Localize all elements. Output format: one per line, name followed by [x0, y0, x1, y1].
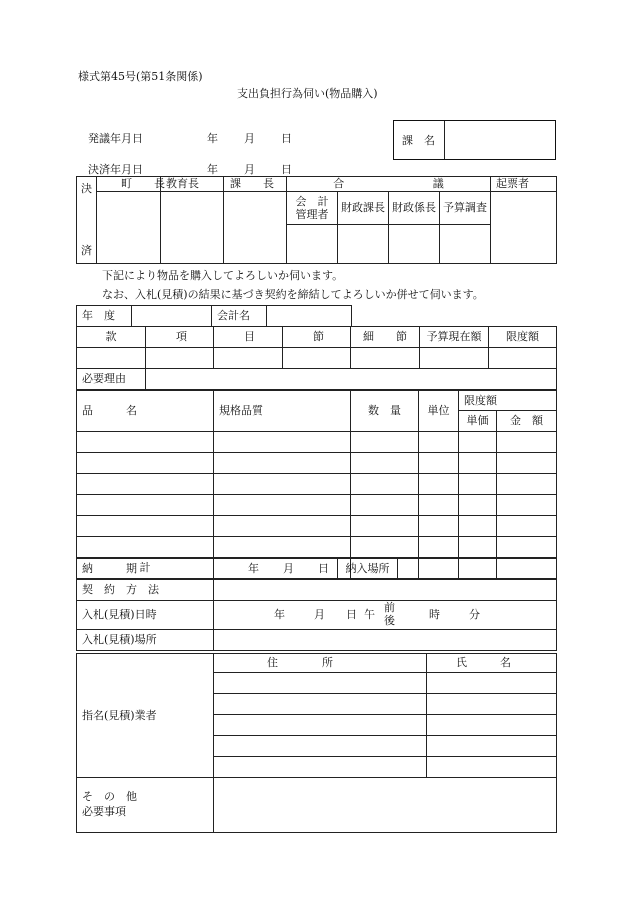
items-table	[76, 390, 557, 579]
bid-datetime-field[interactable]: 年 月 日 午 前 後 時 分	[214, 601, 557, 630]
delivery-place-label: 納入場所	[338, 559, 398, 580]
delivery-date-label: 納 期	[77, 559, 214, 580]
settled-year: 年	[207, 163, 218, 176]
settled-month: 月	[244, 163, 255, 176]
setsu-header: 節	[283, 327, 351, 348]
page-title: 支出負担行為伺い(物品購入)	[237, 87, 378, 100]
saisetsu-header: 細 節	[351, 327, 420, 348]
bid-place-field[interactable]	[214, 630, 557, 651]
finance-chief-header: 財政課長	[338, 192, 389, 225]
settled-date-label: 決済年月日	[88, 163, 143, 176]
budget-current-header: 予算現在額	[420, 327, 489, 348]
kessai-top: 決	[81, 182, 92, 195]
delivery-table	[76, 558, 557, 651]
proposal-month: 月	[244, 132, 255, 145]
budget-current-field[interactable]	[420, 348, 489, 369]
setsu-field[interactable]	[283, 348, 351, 369]
finance-subchief-seal[interactable]	[389, 225, 440, 264]
education-head-header: 教育長	[161, 177, 224, 192]
table-row	[77, 537, 557, 558]
table-row	[77, 432, 557, 453]
vendor-label: 指名(見積)業者	[77, 654, 214, 778]
am-pm-prefix: 午	[364, 608, 375, 621]
finance-subchief-header: 財政係長	[389, 192, 440, 225]
quantity-header: 数 量	[351, 391, 419, 432]
proposal-day: 日	[281, 132, 292, 145]
drafter-header: 起票者	[491, 177, 557, 192]
section-chief-seal[interactable]	[224, 192, 287, 264]
intro-line-2: なお、入札(見積)の結果に基づき契約を締結してよろしいか併せて伺います。	[102, 288, 484, 301]
kou-header: 項	[146, 327, 214, 348]
fiscal-year-field[interactable]	[132, 306, 212, 327]
section-name-field[interactable]	[446, 121, 555, 159]
unit-price-header: 単価	[459, 411, 497, 432]
kessai-bottom: 済	[81, 244, 92, 257]
necessity-label: 必要理由	[77, 369, 146, 390]
contract-method-label: 契 約 方 法	[77, 580, 214, 601]
table-row	[77, 495, 557, 516]
kou-field[interactable]	[146, 348, 214, 369]
account-name-field[interactable]	[267, 306, 352, 327]
table-row	[77, 516, 557, 537]
limit-amount-field[interactable]	[489, 348, 557, 369]
vendor-name-header: 氏 名	[427, 654, 557, 673]
bid-place-label: 入札(見積)場所	[77, 630, 214, 651]
year-account-table	[76, 305, 352, 327]
item-name-header: 品 名	[77, 391, 214, 432]
budget-check-header: 予算調査	[440, 192, 491, 225]
account-name-label: 会計名	[212, 306, 267, 327]
kan-field[interactable]	[77, 348, 146, 369]
delivery-date-field[interactable]: 年 月 日	[214, 559, 338, 580]
vendors-table	[76, 653, 557, 833]
section-name-box	[393, 120, 556, 160]
accounting-manager-seal[interactable]	[287, 225, 338, 264]
approval-table	[76, 176, 557, 264]
pm-label: 後	[384, 614, 395, 627]
vendor-address-header: 住 所	[214, 654, 427, 673]
finance-chief-seal[interactable]	[338, 225, 389, 264]
kan-header: 款	[77, 327, 146, 348]
total-label: 計	[77, 558, 214, 579]
other-field[interactable]	[214, 778, 557, 833]
bid-datetime-label: 入札(見積)日時	[77, 601, 214, 630]
delivery-place-field[interactable]	[398, 559, 557, 580]
moku-field[interactable]	[214, 348, 283, 369]
table-row	[77, 453, 557, 474]
mayor-header: 町 長	[97, 177, 161, 192]
proposal-year: 年	[207, 132, 218, 145]
necessity-field[interactable]	[146, 369, 557, 390]
spec-header: 規格品質	[214, 391, 351, 432]
amount-header: 金 額	[497, 411, 557, 432]
table-row	[77, 474, 557, 495]
section-chief-header: 課 長	[224, 177, 287, 192]
drafter-seal[interactable]	[491, 192, 557, 264]
am-label: 前	[384, 601, 395, 614]
saisetsu-field[interactable]	[351, 348, 420, 369]
accounting-manager-header: 会 計 管理者	[287, 192, 338, 225]
proposal-date-label: 発議年月日	[88, 132, 143, 145]
consultation-header: 合 議	[287, 177, 491, 192]
unit-header: 単位	[419, 391, 459, 432]
other-label: そ の 他 必要事項	[77, 778, 214, 833]
moku-header: 目	[214, 327, 283, 348]
fiscal-year-label: 年 度	[77, 306, 132, 327]
mayor-seal[interactable]	[97, 192, 161, 264]
section-name-label: 課 名	[402, 134, 435, 147]
budget-table	[76, 326, 557, 390]
limit-header: 限度額	[459, 391, 557, 411]
settled-day: 日	[281, 163, 292, 176]
form-number: 様式第45号(第51条関係)	[78, 70, 203, 83]
budget-check-seal[interactable]	[440, 225, 491, 264]
intro-line-1: 下記により物品を購入してよろしいか伺います。	[102, 269, 344, 282]
contract-method-field[interactable]	[214, 580, 557, 601]
limit-amount-header: 限度額	[489, 327, 557, 348]
education-head-seal[interactable]	[161, 192, 224, 264]
